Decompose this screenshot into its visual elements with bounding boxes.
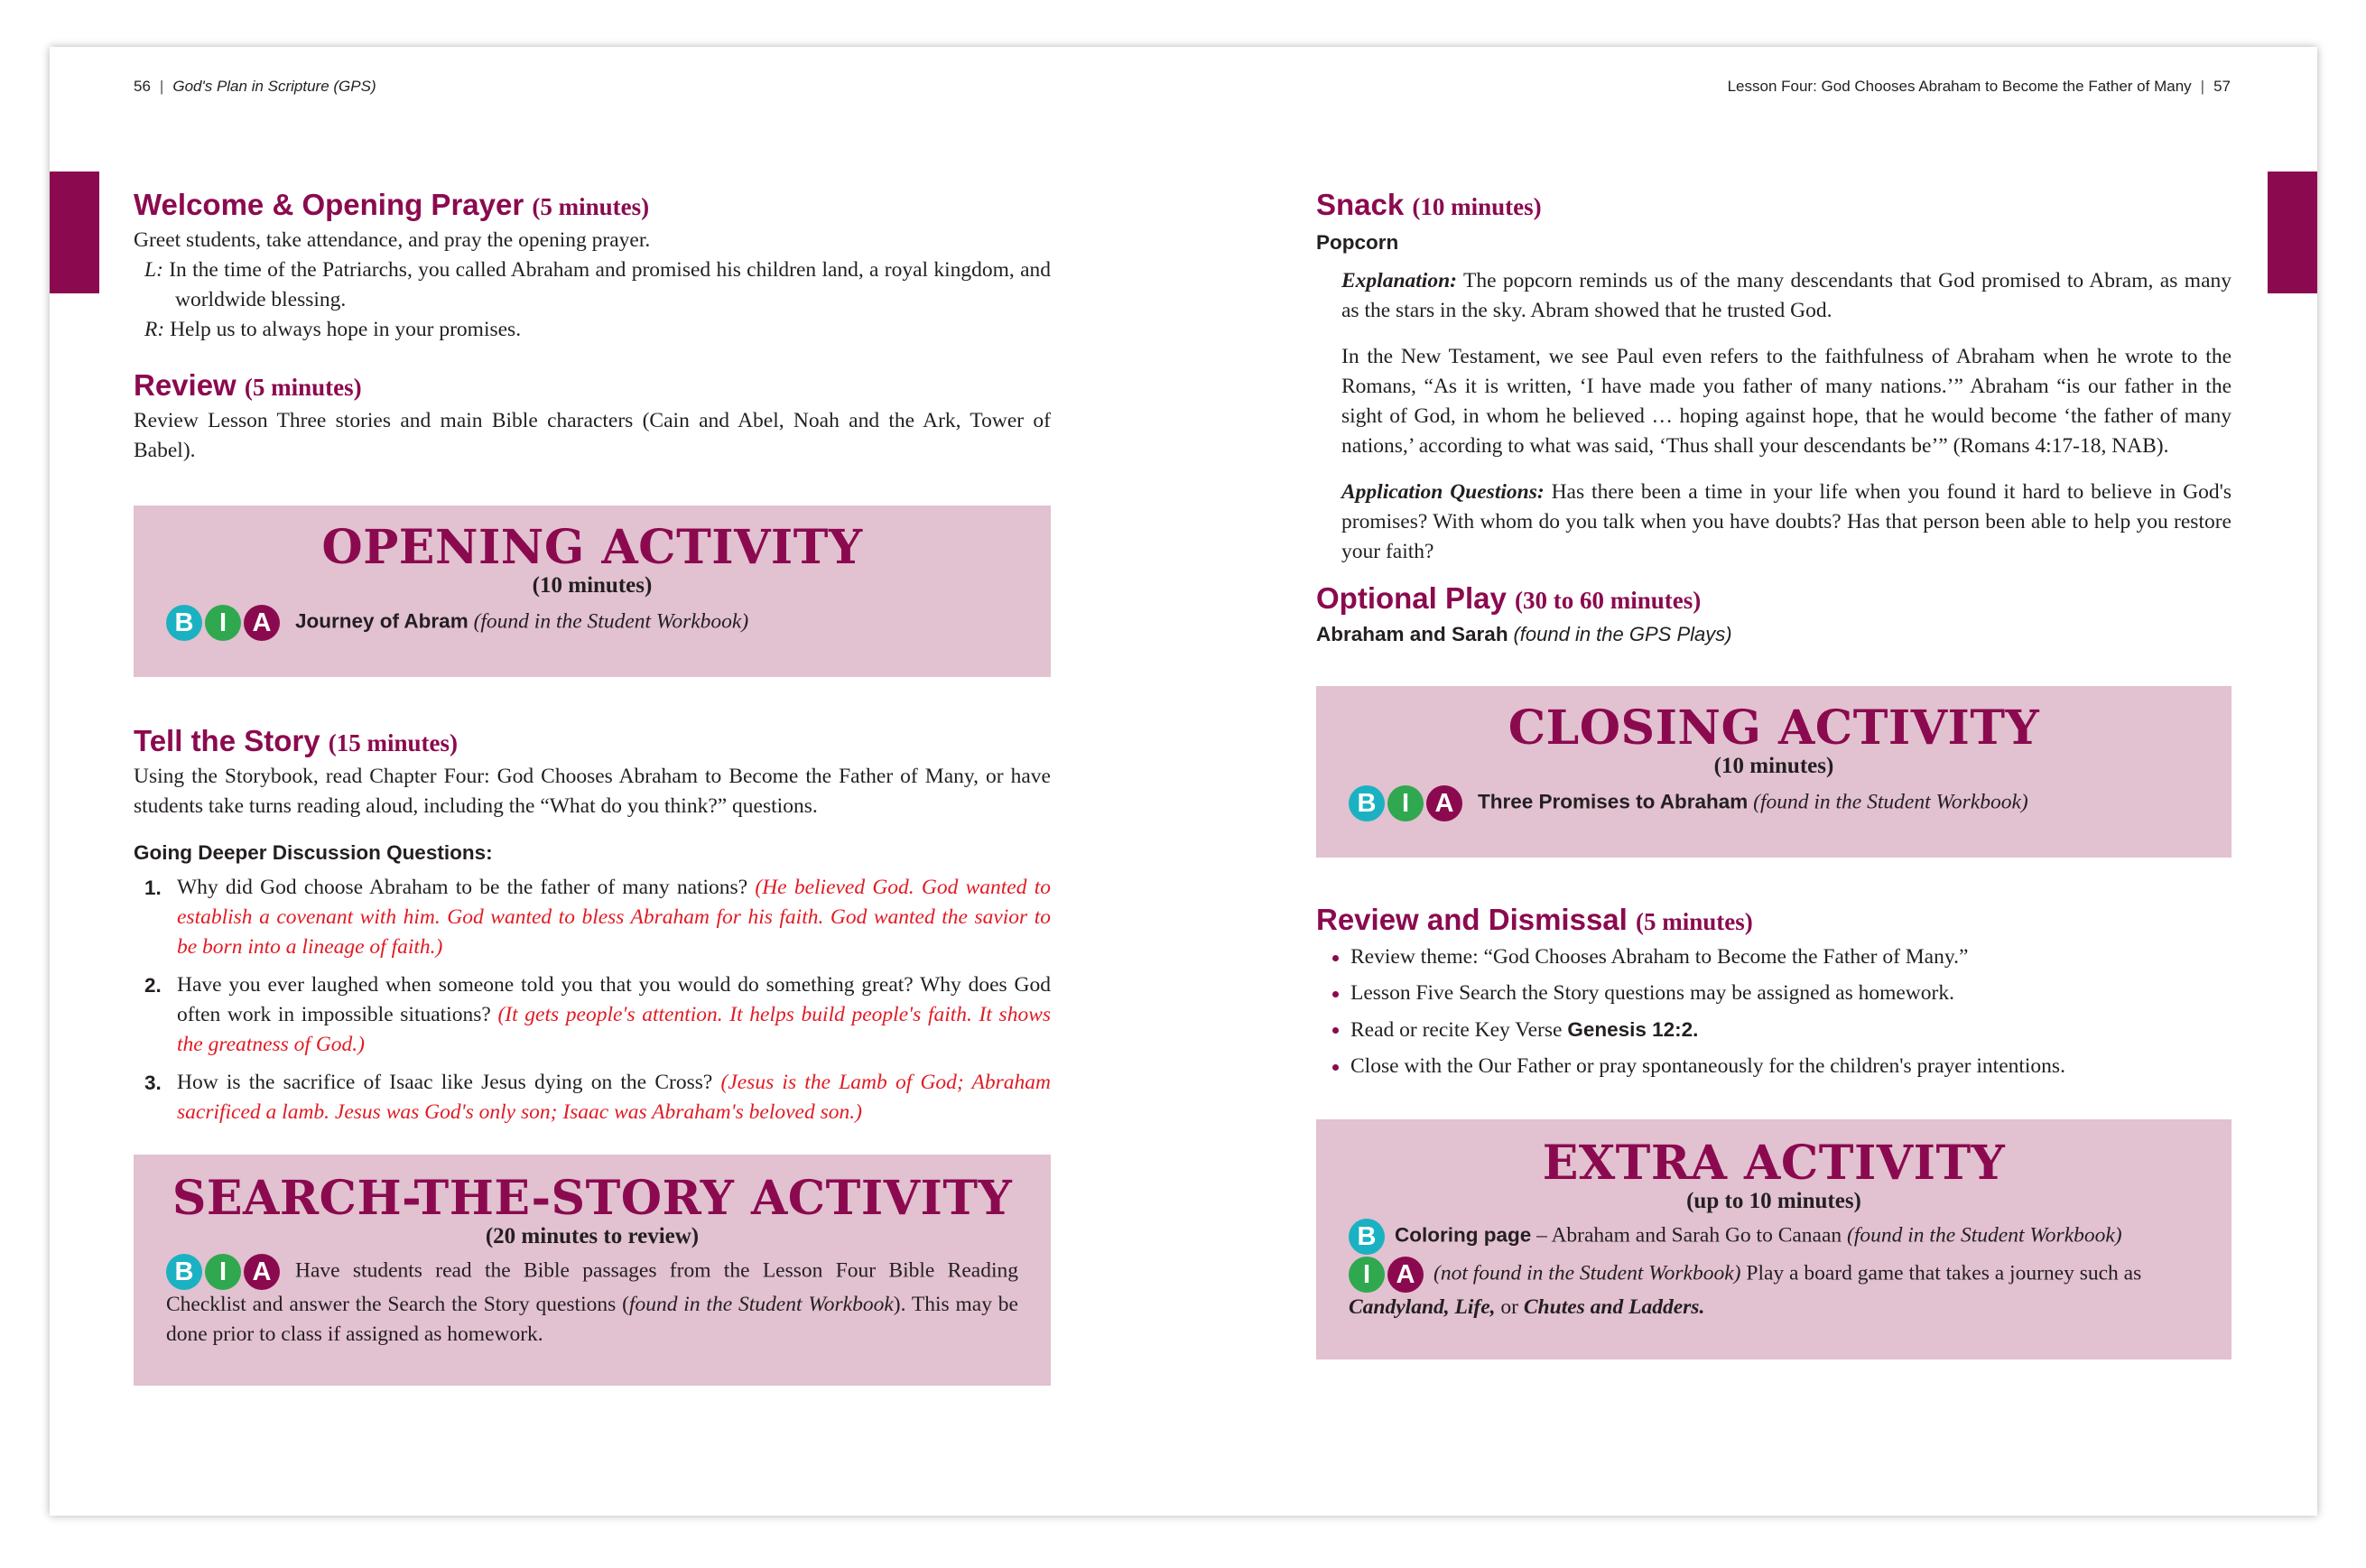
extra-activity-box [1316, 1119, 2231, 1359]
advanced-badge-icon: A [244, 1254, 280, 1290]
opening-activity-title: OPENING ACTIVITY [321, 519, 863, 575]
left-running-header: 56 | God's Plan in Scripture (GPS) [134, 78, 376, 95]
review-heading [134, 368, 1051, 403]
tell-story-text: Using the Storybook, read Chapter Four: God Chooses Abraham to Become the Father of Many, or have students take turns reading aloud, including the “What do you think?” questions. [134, 764, 1051, 818]
right-page-number: 57 [2213, 78, 2231, 95]
beginner-badge-icon: B [166, 1254, 202, 1290]
left-edge-tab [50, 172, 99, 293]
bullet-dot-icon [1332, 1027, 1339, 1034]
bullet-item [1316, 1052, 2231, 1081]
snack-title: Snack [1316, 188, 1405, 221]
board-game-text: Play a board game that takes a journey such as [1740, 1261, 2142, 1285]
discussion-subhead: Going Deeper Discussion Questions: [134, 840, 493, 864]
review-text: Review Lesson Three stories and main Bible characters (Cain and Abel, Noah and the Ark, Tower of Babel). [134, 408, 1051, 462]
welcome-intro: Greet students, take attendance, and pray the opening prayer. [134, 227, 651, 252]
bullet-text: Close with the Our Father or pray spontaneously for the children's prayer intentions. [1350, 1053, 2065, 1078]
bullet-dot-icon [1332, 991, 1339, 997]
opening-activity-name: Journey of Abram [295, 609, 469, 633]
intermediate-badge-icon: I [205, 605, 241, 641]
answer-text: (It gets people's attention. It helps build people's faith. It shows the greatness of God.) [177, 1002, 1052, 1056]
question-item [134, 1068, 1051, 1127]
extra-activity-title: EXTRA ACTIVITY [1542, 1135, 2006, 1191]
closing-activity-note: (found in the Student Workbook) [1753, 790, 2028, 814]
level-badges [1349, 785, 1465, 821]
explanation-label: Explanation: [1341, 268, 1457, 292]
leader-line [134, 255, 1051, 315]
closing-activity-box [1316, 686, 2231, 858]
lesson-title: Lesson Four: God Chooses Abraham to Become the Father of Many [1727, 78, 2192, 95]
application-text: Has there been a time in your life when you found it hard to believe in God's promises? With whom do you talk when you have doubts? Has that person been able to help you restore your faith? [1341, 479, 2231, 563]
snack-new-testament: In the New Testament, we see Paul even refers to the faithfulness of Abraham when he wrote to the Romans, “As it is written, ‘I have made you father of many nations.’” Abraham “is our father in the sight of God, in whom he believed … hoping against hope, that he would become ‘the father of many nations,’ according to what was said, ‘Thus shall your descendants be’” (Romans 4:17-18, NAB). [1341, 344, 2231, 458]
question-text: Why did God choose Abraham to be the father of many nations? [177, 875, 748, 899]
review-dismissal-section [1316, 903, 2231, 1081]
level-badges [1349, 1257, 1426, 1293]
right-running-header: Lesson Four: God Chooses Abraham to Become the Father of Many | 57 [1727, 78, 2231, 95]
search-text-before: Have students read the Bible passages from the Lesson Four Bible Reading Checklist and answer the Search the Story questions ( [166, 1258, 1018, 1317]
extra-activity-b-line [1349, 1219, 2199, 1255]
bullet-item [1316, 942, 2231, 972]
right-page-content [1316, 188, 2231, 1359]
advanced-badge-icon: A [244, 605, 280, 641]
tell-story-title: Tell the Story [134, 723, 320, 757]
tell-story-heading [134, 724, 1051, 758]
optional-play-title: Optional Play [1316, 580, 1507, 615]
search-activity-title: SEARCH-THE-STORY ACTIVITY [172, 1170, 1013, 1226]
beginner-badge-icon: B [1349, 785, 1385, 821]
game-titles: Candyland, Life, [1349, 1295, 1496, 1320]
snack-heading [1316, 188, 2231, 222]
intermediate-badge-icon: I [1387, 785, 1424, 821]
optional-play-note: (found in the GPS Plays) [1513, 622, 1732, 645]
game-title-chutes: Chutes and Ladders. [1523, 1295, 1705, 1320]
optional-play-line [1316, 619, 2231, 650]
welcome-section [134, 188, 1051, 345]
snack-section [1316, 188, 2231, 567]
coloring-page-text: – Abraham and Sarah Go to Canaan [1531, 1223, 1848, 1248]
welcome-title: Welcome & Opening Prayer [134, 188, 524, 221]
answer-text: (Jesus is the Lamb of God; Abraham sacrificed a lamb. Jesus was God's only son; Isaac was Abraham's beloved son.) [177, 1070, 1051, 1124]
closing-activity-title: CLOSING ACTIVITY [1508, 700, 2040, 756]
review-section [134, 368, 1051, 466]
leader-prefix: L: [144, 257, 163, 282]
tell-story-section [134, 724, 1051, 1127]
keyverse-reference: Genesis 12:2. [1567, 1017, 1699, 1041]
bullet-text: Review theme: “God Chooses Abraham to Become the Father of Many.” [1350, 944, 1969, 969]
left-page-content [134, 188, 1051, 1386]
optional-play-duration: (30 to 60 minutes) [1515, 586, 1702, 614]
review-dismissal-duration: (5 minutes) [1636, 907, 1753, 935]
extra-activity-duration: (up to 10 minutes) [1686, 1189, 1861, 1214]
welcome-heading [134, 188, 1051, 222]
intermediate-badge-icon: I [1349, 1257, 1385, 1293]
question-number: 3. [144, 1071, 162, 1094]
snack-explanation [1316, 266, 2231, 326]
opening-activity-note: (found in the Student Workbook) [473, 609, 749, 634]
level-badges [1349, 1219, 1387, 1255]
response-prefix: R: [144, 317, 165, 341]
answer-text: (He believed God. God wanted to establish a covenant with him. God wanted to bless Abraham for his faith. God wanted the savior to be born into a lineage of faith.) [177, 875, 1051, 959]
closing-activity-duration: (10 minutes) [1713, 754, 1834, 779]
book-title: God's Plan in Scripture (GPS) [172, 78, 376, 95]
optional-play-section [1316, 581, 2231, 650]
search-text-after: ). This may be done prior to class if assigned as homework. [166, 1293, 1018, 1347]
extra-activity-ia-line [1349, 1257, 2199, 1322]
left-page-number: 56 [134, 78, 151, 95]
beginner-badge-icon: B [1349, 1219, 1385, 1255]
coloring-page-note: (found in the Student Workbook) [1847, 1223, 2122, 1248]
question-number: 2. [144, 973, 162, 997]
discussion-questions [134, 873, 1051, 1127]
question-item [134, 970, 1051, 1060]
review-title: Review [134, 367, 237, 402]
search-activity-text [166, 1254, 1018, 1350]
game-or: or [1495, 1295, 1524, 1320]
review-dismissal-title: Review and Dismissal [1316, 902, 1628, 936]
review-dismissal-heading [1316, 903, 2231, 937]
snack-item: Popcorn [1316, 230, 1399, 254]
search-activity-box [134, 1155, 1051, 1386]
level-badges [166, 605, 283, 641]
snack-duration: (10 minutes) [1412, 193, 1542, 220]
dismissal-bullets [1316, 942, 2231, 1081]
question-text: How is the sacrifice of Isaac like Jesus dying on the Cross? [177, 1070, 713, 1094]
tell-story-duration: (15 minutes) [328, 728, 459, 756]
opening-activity-box [134, 506, 1051, 677]
search-text-italic: found in the Student Workbook [628, 1293, 894, 1317]
bullet-item [1316, 1015, 2231, 1045]
opening-activity-duration: (10 minutes) [532, 573, 653, 598]
review-duration: (5 minutes) [244, 373, 362, 401]
explanation-text: The popcorn reminds us of the many descendants that God promised to Abram, as many as the stars in the sky. Abram showed that he trusted God. [1341, 268, 2231, 322]
advanced-badge-icon: A [1387, 1257, 1424, 1293]
optional-play-name: Abraham and Sarah [1316, 622, 1508, 645]
bullet-dot-icon [1332, 1064, 1339, 1071]
board-game-note: (not found in the Student Workbook) [1434, 1261, 1741, 1285]
snack-application [1316, 478, 2231, 567]
level-badges [166, 1254, 283, 1290]
opening-activity-line [134, 605, 1051, 641]
coloring-page-label: Coloring page [1395, 1223, 1532, 1247]
bullet-item [1316, 979, 2231, 1008]
advanced-badge-icon: A [1426, 785, 1462, 821]
right-edge-tab [2268, 172, 2317, 293]
closing-activity-line [1316, 785, 2231, 821]
keyverse-text: Read or recite Key Verse [1350, 1017, 1568, 1042]
question-text: Have you ever laughed when someone told you that you would do something great? Why does God often work in impossible situations? [177, 972, 1051, 1026]
beginner-badge-icon: B [166, 605, 202, 641]
bullet-text: Lesson Five Search the Story questions may be assigned as homework. [1350, 980, 1954, 1005]
optional-play-heading [1316, 581, 2231, 616]
question-item [134, 873, 1051, 962]
application-label: Application Questions: [1341, 479, 1545, 504]
closing-activity-name: Three Promises to Abraham [1478, 790, 1749, 813]
response-text: Help us to always hope in your promises. [170, 317, 522, 341]
question-number: 1. [144, 876, 162, 899]
search-activity-duration: (20 minutes to review) [485, 1224, 700, 1249]
bullet-dot-icon [1332, 955, 1339, 961]
leader-text: In the time of the Patriarchs, you called Abraham and promised his children land, a royal kingdom, and worldwide blessing. [169, 257, 1052, 311]
intermediate-badge-icon: I [205, 1254, 241, 1290]
welcome-duration: (5 minutes) [532, 193, 650, 220]
response-line [134, 315, 1051, 345]
